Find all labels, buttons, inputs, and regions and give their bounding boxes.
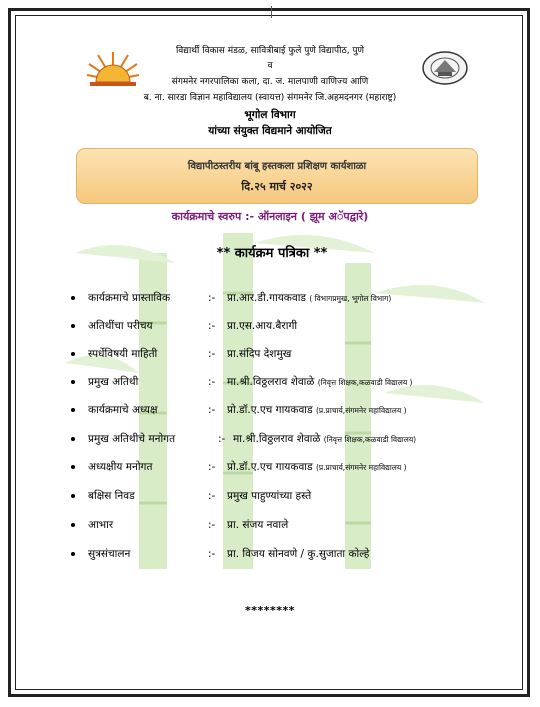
item-separator: :-: [208, 519, 216, 531]
item-label: प्रमुख अतिथी: [88, 376, 139, 388]
bullet-icon: [71, 523, 75, 527]
closing-stars: ********: [244, 604, 296, 617]
bullet-icon: [71, 380, 75, 384]
item-separator: :-: [208, 404, 216, 416]
item-value: [227, 345, 291, 364]
item-person: प्रा. विजय सोनवणे / कु.सुजाता कोल्हे: [227, 548, 370, 560]
item-value: [227, 487, 311, 506]
item-label: बक्षिस निवड: [88, 490, 135, 502]
header-line-1: विद्यार्थी विकास मंडळ, सावित्रीबाई फुले पुणे विद्यापीठ, पुणे: [175, 46, 365, 56]
item-value: [227, 401, 407, 420]
item-value: [227, 458, 407, 477]
item-label: आभार: [88, 519, 114, 531]
item-value: [227, 317, 297, 336]
item-separator: :-: [208, 548, 216, 560]
event-date: दि.२५ मार्च २०२२: [241, 180, 313, 193]
item-label: कार्यक्रमाचे प्रास्ताविक: [88, 292, 171, 304]
item-value: [233, 430, 416, 449]
bullet-icon: [71, 552, 75, 556]
event-banner: [76, 148, 478, 204]
bullet-icon: [71, 296, 75, 300]
organized-by-line: यांच्या संयुक्त विद्यमाने आयोजित: [208, 125, 332, 137]
item-person: प्रा.संदिप देशमुख: [227, 348, 292, 360]
bullet-icon: [71, 324, 75, 328]
item-person: मा.श्री.विठ्ठलराव शेवाळे: [227, 376, 315, 388]
item-note: (प्र.प्राचार्य,संगमनेर महाविद्यालय ): [315, 463, 407, 472]
event-mode-line: कार्यक्रमाचे स्वरुप :- ऑनलाइन ( झूम अॅपद्वारे): [171, 210, 369, 223]
item-label: कार्यक्रमाचे अध्यक्ष: [88, 404, 158, 416]
item-note: ( विभागप्रमुख, भूगोल विभाग): [309, 294, 392, 303]
program-schedule: [55, 233, 489, 569]
item-separator: :-: [208, 320, 216, 332]
item-label: स्पर्धेविषयी माहिती: [88, 348, 158, 360]
item-separator: :-: [208, 292, 216, 304]
item-separator: :-: [218, 433, 226, 445]
item-separator: :-: [208, 348, 216, 360]
header-line-4: ब. ना. सारडा विज्ञान महाविद्यालय (स्वायत्त) संगमनेर जि.अहमदनगर (महाराष्ट्र): [143, 93, 397, 103]
text-cursor: [271, 6, 272, 18]
bullet-icon: [71, 437, 75, 441]
item-person: प्रा. संजय नवाले: [227, 519, 289, 531]
item-label: अध्यक्षीय मनोगत: [88, 461, 153, 473]
item-value: [227, 516, 288, 535]
event-title: विद्यापीठस्तरीय बांबू हस्तकला प्रशिक्षण कार्यशाळा: [187, 161, 367, 172]
item-note: (प्र.प्राचार्य,संगमनेर महाविद्यालय ): [315, 406, 407, 415]
item-person: प्रमुख पाहुण्यांच्या हस्ते: [227, 490, 312, 502]
item-separator: :-: [208, 461, 216, 473]
header-line-2: व: [267, 61, 273, 71]
item-separator: :-: [208, 490, 216, 502]
item-label: सुत्रसंचालन: [88, 548, 131, 560]
bullet-icon: [71, 494, 75, 498]
item-label: अतिथींचा परीचय: [88, 320, 153, 332]
item-value: [227, 545, 369, 564]
item-value: [227, 289, 391, 308]
item-person: प्रो.डॉ.ए.एच गायकवाड: [227, 461, 313, 473]
item-label: प्रमुख अतिथीचे मनोगत: [88, 433, 176, 445]
item-person: प्रो.डॉ.ए.एच गायकवाड: [227, 404, 313, 416]
item-person: मा.श्री.विठ्ठलराव शेवाळे: [233, 433, 321, 445]
item-note: (निवृत्त शिक्षक,कळवाडी विद्यालय ): [317, 378, 413, 387]
item-person: प्रा.एस.आय.बैरागी: [227, 320, 298, 332]
bullet-icon: [71, 352, 75, 356]
header-line-3: संगमनेर नगरपालिका कला, दा. ज. मालपाणी वाणिज्य आणि: [171, 77, 369, 87]
department-name: भूगोल विभाग: [244, 109, 296, 121]
bullet-icon: [71, 408, 75, 412]
bullet-icon: [71, 465, 75, 469]
item-note: (निवृत्त शिक्षक,कळवाडी विद्यालय): [323, 435, 417, 444]
program-title: ** कार्यक्रम पत्रिका **: [216, 246, 328, 261]
item-value: [227, 373, 413, 392]
item-person: प्रा.आर.डी.गायकवाड: [227, 292, 307, 304]
item-separator: :-: [208, 376, 216, 388]
